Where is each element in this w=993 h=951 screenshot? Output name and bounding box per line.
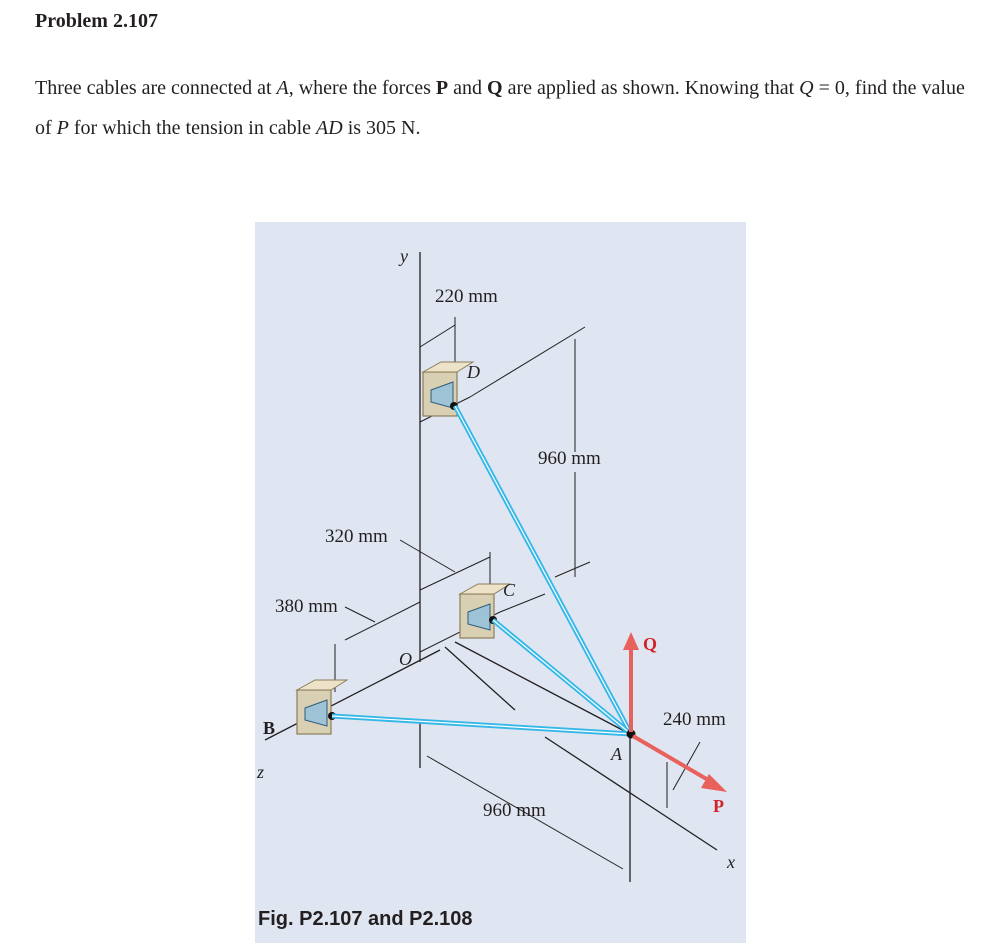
cable-ac-core bbox=[493, 620, 631, 734]
statement-part: and bbox=[448, 77, 487, 99]
force-q-label: Q bbox=[643, 634, 658, 654]
statement-part: Three cables are connected at bbox=[35, 77, 277, 99]
figure-diagram bbox=[255, 222, 746, 943]
dim-320-leader bbox=[400, 540, 455, 572]
statement-part: are applied as shown. Knowing that bbox=[502, 77, 800, 99]
cable-ab-core bbox=[332, 716, 631, 734]
dim-960-horizontal-label: 960 mm bbox=[483, 800, 546, 821]
z-axis-label: z bbox=[257, 762, 265, 782]
force-q-arrowhead bbox=[623, 632, 639, 650]
force-p-arrow bbox=[633, 736, 715, 784]
figure-panel bbox=[255, 222, 746, 943]
dim-320-label: 320 mm bbox=[325, 526, 388, 547]
problem-statement bbox=[35, 68, 975, 148]
statement-part: , where the forces bbox=[288, 77, 436, 99]
bracket-b bbox=[297, 680, 347, 734]
dim-380-line bbox=[345, 602, 420, 640]
force-q-ref: Q bbox=[487, 77, 503, 99]
dim-380-label: 380 mm bbox=[275, 596, 338, 617]
cable-ad-ref: AD bbox=[316, 117, 343, 139]
point-c-label: C bbox=[503, 580, 516, 600]
y-axis-label: y bbox=[400, 246, 408, 266]
var-p-ref: P bbox=[56, 117, 69, 139]
problem-title: Problem 2.107 bbox=[35, 10, 158, 32]
var-q-ref: Q bbox=[799, 77, 814, 99]
x-axis-line bbox=[445, 647, 515, 710]
dim-240-label: 240 mm bbox=[663, 709, 726, 730]
point-a-ref: A bbox=[276, 77, 289, 99]
point-o-label: O bbox=[399, 649, 412, 669]
figure-caption: Fig. P2.107 and P2.108 bbox=[258, 908, 473, 930]
dim-220-line bbox=[420, 325, 455, 347]
point-d-label: D bbox=[467, 362, 480, 382]
statement-part: is 305 N. bbox=[342, 117, 421, 139]
x-axis-label: x bbox=[727, 852, 735, 872]
force-p-ref: P bbox=[435, 77, 449, 99]
point-a-label: A bbox=[611, 744, 622, 764]
dim-380-leader bbox=[345, 607, 375, 622]
dim-220-label: 220 mm bbox=[435, 286, 498, 307]
force-p-label: P bbox=[713, 796, 724, 816]
point-b-label: B bbox=[263, 718, 276, 738]
statement-part: = 0, find the value of bbox=[35, 77, 965, 139]
dim-960-bot-ext bbox=[555, 562, 590, 577]
dim-960-top-ext bbox=[470, 327, 585, 397]
bracket-d bbox=[423, 362, 473, 416]
statement-part: for which the tension in cable bbox=[68, 117, 317, 139]
z-axis-line bbox=[265, 650, 440, 740]
dim-960-vertical-label: 960 mm bbox=[538, 448, 601, 469]
x-axis-line-lower bbox=[545, 737, 717, 850]
